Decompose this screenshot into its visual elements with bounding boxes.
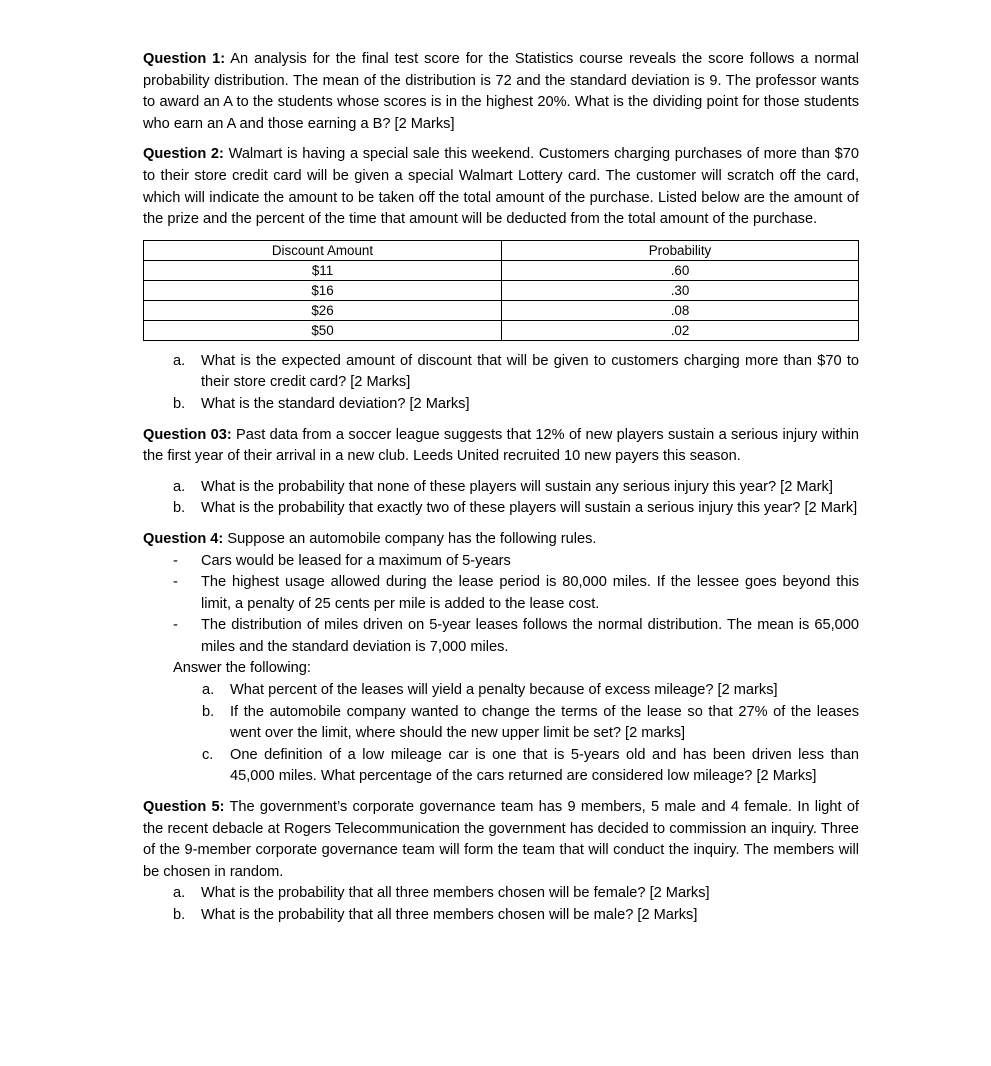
list-marker: b.	[173, 500, 186, 517]
table-header-cell: Discount Amount	[144, 240, 502, 260]
table-row	[144, 320, 859, 340]
table-row	[144, 260, 859, 280]
list-marker: a.	[173, 885, 186, 902]
dash-marker: -	[173, 617, 178, 634]
question-4-parts	[143, 680, 859, 788]
question-1	[143, 49, 859, 135]
list-item-text: The distribution of miles driven on 5-year leases follows the normal distribution. The mean is 65,000 miles and the standard deviation is 7,000 miles.	[201, 617, 859, 655]
list-item	[143, 551, 859, 573]
list-item-text: What is the standard deviation? [2 Marks]	[201, 395, 470, 412]
table-cell: .30	[502, 280, 859, 300]
table-cell: $26	[144, 300, 502, 320]
discount-table	[143, 240, 859, 341]
question-3-parts	[143, 477, 859, 520]
list-item	[143, 572, 859, 615]
question-4-label: Question 4:	[143, 530, 224, 547]
table-cell: $11	[144, 260, 502, 280]
list-marker: b.	[173, 907, 186, 923]
table-header-cell: Probability	[502, 240, 859, 260]
question-2-text: Walmart is having a special sale this weekend. Customers charging purchases of more than $70 to their store credit card will be given a special Walmart Lottery card. The customer will scratch off the card, which will indicate the amount to be taken off the total amount of the purchase. Listed below are the amount of the prize and the percent of the time that amount will be deducted from the total amount of the purchase.	[143, 146, 859, 228]
question-1-label: Question 1:	[143, 51, 226, 67]
list-marker: a.	[173, 478, 186, 495]
list-item-text: What is the expected amount of discount that will be given to customers charging more than $70 to their store credit card? [2 Marks]	[201, 352, 859, 391]
question-4-rules	[143, 551, 859, 659]
list-item	[143, 702, 859, 745]
list-item-text: One definition of a low mileage car is one that is 5-years old and has been driven less than 45,000 miles. What percentage of the cars returned are considered low mileage? [2 Marks]	[230, 746, 859, 785]
table-cell: .02	[502, 320, 859, 340]
table-cell: $16	[144, 280, 502, 300]
question-3	[143, 425, 859, 468]
table-row	[144, 300, 859, 320]
list-item	[143, 498, 859, 520]
list-item	[143, 394, 859, 416]
list-item	[143, 477, 859, 499]
question-5-text: The government’s corporate governance team has 9 members, 5 male and 4 female. In light of the recent debacle at Rogers Telecommunication the government has decided to commission an inquiry. Three of the 9-member corporate governance team will form the team that will conduct the inquiry. The members will be chosen in random.	[143, 799, 859, 880]
dash-marker: -	[173, 552, 178, 569]
list-item-text: What is the probability that none of these players will sustain any serious injury this year? [2 Mark]	[201, 478, 833, 495]
answer-label: Answer the following:	[173, 660, 311, 677]
table-cell: .08	[502, 300, 859, 320]
list-item-text: If the automobile company wanted to change the terms of the lease so that 27% of the leases went over the limit, where should the new upper limit be set? [2 marks]	[230, 703, 859, 742]
table-cell: .60	[502, 260, 859, 280]
list-marker: c.	[202, 746, 214, 763]
list-item	[143, 680, 859, 702]
question-4	[143, 529, 859, 551]
list-marker: a.	[202, 682, 215, 699]
list-item-text: What is the probability that all three members chosen will be male? [2 Marks]	[201, 907, 698, 923]
question-5-parts	[143, 883, 859, 926]
table-cell: $50	[144, 320, 502, 340]
list-marker: b.	[202, 703, 215, 720]
question-3-label: Question 03:	[143, 426, 232, 443]
list-marker: b.	[173, 395, 186, 412]
question-2-parts	[143, 351, 859, 416]
list-item-text: The highest usage allowed during the lease period is 80,000 miles. If the lessee goes beyond this limit, a penalty of 25 cents per mile is added to the lease cost.	[201, 574, 859, 612]
list-item	[143, 905, 859, 927]
list-marker: a.	[173, 352, 186, 369]
table-header-row	[144, 240, 859, 260]
question-5	[143, 797, 859, 883]
question-1-text: An analysis for the final test score for the Statistics course reveals the score follows a normal probability distribution. The mean of the distribution is 72 and the standard deviation is 9. The professor wants to award an A to the students whose scores is in the highest 20%. What is the dividing point for those students who earn an A and those earning a B? [2 Marks]	[143, 51, 859, 132]
question-5-label: Question 5:	[143, 799, 225, 816]
document-page	[143, 49, 859, 927]
list-item-text: What percent of the leases will yield a penalty because of excess mileage? [2 marks]	[230, 682, 778, 699]
list-item	[143, 615, 859, 658]
dash-marker: -	[173, 574, 178, 591]
list-item	[143, 351, 859, 394]
list-item	[143, 745, 859, 788]
question-2	[143, 144, 859, 230]
list-item-text: What is the probability that exactly two of these players will sustain a serious injury this year? [2 Mark]	[201, 500, 858, 517]
list-item-text: Cars would be leased for a maximum of 5-years	[201, 552, 511, 569]
question-2-label: Question 2:	[143, 146, 224, 163]
table-row	[144, 280, 859, 300]
question-4-text: Suppose an automobile company has the following rules.	[223, 530, 597, 547]
list-item	[143, 883, 859, 905]
question-3-text: Past data from a soccer league suggests that 12% of new players sustain a serious injury within the first year of their arrival in a new club. Leeds United recruited 10 new payers this season.	[143, 426, 860, 465]
list-item-text: What is the probability that all three members chosen will be female? [2 Marks]	[201, 885, 710, 902]
